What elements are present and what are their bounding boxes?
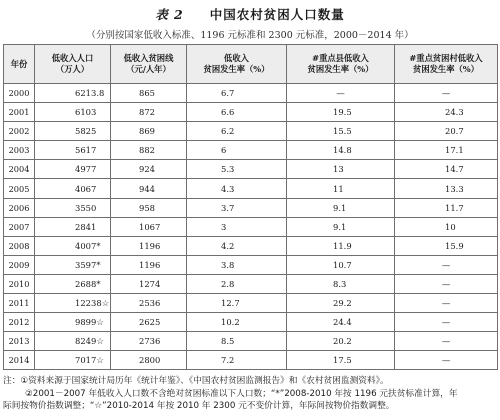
cell-value: 2536 <box>139 298 161 309</box>
cell-value: 20.7 <box>445 126 464 137</box>
table-cell-year: 2005 <box>4 179 35 198</box>
table-row <box>4 294 498 313</box>
note-line: 注：①资料来源于国家统计局历年《统计年鉴》、《中国农村贫困监测报告》和《农村贫困监测资料》。 <box>3 376 389 386</box>
cell-value: 29.2 <box>333 298 352 309</box>
table-cell-key-village-rate <box>395 122 498 141</box>
table-row <box>4 274 498 293</box>
column-header-line: （元/人年） <box>126 64 171 74</box>
cell-value: 6.2 <box>221 126 235 137</box>
table-cell-key-village-rate: — <box>395 313 498 332</box>
table-cell-poverty-line <box>111 217 187 236</box>
column-header-poverty-line <box>111 45 187 84</box>
table-cell-key-county-rate <box>287 122 395 141</box>
cell-value: 924 <box>139 164 155 175</box>
cell-value: 9.1 <box>333 221 347 232</box>
cell-value: 2625 <box>139 317 161 328</box>
table-cell-year: 2008 <box>4 236 35 255</box>
cell-value: 7.2 <box>221 355 235 366</box>
cell-value: 13.3 <box>445 183 464 194</box>
cell-value: 11 <box>333 183 344 194</box>
table-cell-key-county-rate <box>287 294 395 313</box>
cell-value: 5617 <box>75 145 97 156</box>
cell-value: 24.4 <box>333 317 352 328</box>
table-body <box>4 84 498 370</box>
table-cell-poverty-rate <box>187 274 287 293</box>
cell-value: 4067 <box>75 183 97 194</box>
cell-value: 872 <box>139 107 155 118</box>
column-header-line: 贫困发生率（%） <box>413 64 479 74</box>
table-cell-low-income-population <box>35 274 111 293</box>
table-cell-year: 2006 <box>4 198 35 217</box>
cell-value: 882 <box>139 145 155 156</box>
table-cell-year: 2012 <box>4 313 35 332</box>
table-row <box>4 103 498 122</box>
cell-value: 1196 <box>139 240 161 251</box>
table-cell-poverty-line <box>111 332 187 351</box>
table-cell-poverty-line <box>111 160 187 179</box>
table-cell-poverty-rate <box>187 255 287 274</box>
table-cell-key-county-rate <box>287 236 395 255</box>
table-cell-poverty-line <box>111 141 187 160</box>
note-line: 际间按物价指数调整；“☆”2010-2014 年按 2010 年 2300 元不变价计算，年际间按物价指数调整。 <box>3 401 395 411</box>
cell-value: 9.1 <box>333 202 347 213</box>
table-cell-low-income-population <box>35 217 111 236</box>
table-cell-low-income-population <box>35 198 111 217</box>
table-header-row <box>4 45 498 84</box>
table-cell-poverty-line <box>111 274 187 293</box>
cell-value: 8.5 <box>221 336 235 347</box>
table-row <box>4 332 498 351</box>
cell-value: 6103 <box>75 107 97 118</box>
table-row <box>4 84 498 103</box>
table-number: 表 2 <box>155 7 184 22</box>
table-cell-key-village-rate <box>395 141 498 160</box>
table-cell-poverty-rate <box>187 236 287 255</box>
cell-value: 15.5 <box>333 126 352 137</box>
cell-value: 15.9 <box>445 240 464 251</box>
table-row <box>4 122 498 141</box>
table-cell-year: 2007 <box>4 217 35 236</box>
table-cell-year: 2000 <box>4 84 35 103</box>
poverty-table-container <box>3 44 497 370</box>
table-cell-year: 2014 <box>4 351 35 370</box>
table-cell-low-income-population <box>35 160 111 179</box>
cell-value: 3 <box>221 221 227 232</box>
table-title-text: 中国农村贫困人口数量 <box>209 7 345 22</box>
table-cell-poverty-rate <box>187 294 287 313</box>
cell-value: 5825 <box>75 126 97 137</box>
column-header-line: #重点贫困村低收入 <box>409 53 483 63</box>
table-notes <box>3 375 497 413</box>
table-cell-poverty-rate <box>187 84 287 103</box>
column-header-line: 低收入贫困线 <box>123 53 174 63</box>
poverty-table <box>3 44 498 370</box>
table-cell-low-income-population <box>35 141 111 160</box>
cell-value: 19.5 <box>333 107 352 118</box>
note-line: ②2001－2007 年低收入人口数不含绝对贫困标准以下人口数；“*”2008-2010 年按 1196 元扶贫标准计算，年 <box>25 388 458 399</box>
table-cell-poverty-rate <box>187 160 287 179</box>
table-cell-poverty-rate <box>187 198 287 217</box>
cell-value: 958 <box>139 202 155 213</box>
table-row <box>4 313 498 332</box>
cell-value: 1274 <box>139 278 161 289</box>
cell-value: 4.2 <box>221 240 235 251</box>
table-row <box>4 160 498 179</box>
table-cell-key-village-rate <box>395 160 498 179</box>
cell-value: 4977 <box>75 164 97 175</box>
table-cell-key-county-rate <box>287 198 395 217</box>
cell-value: 3.7 <box>221 202 235 213</box>
cell-value: 3550 <box>75 202 97 213</box>
cell-value: 10.2 <box>221 317 240 328</box>
table-cell-poverty-rate <box>187 351 287 370</box>
table-cell-year: 2011 <box>4 294 35 313</box>
cell-value: 14.7 <box>445 164 464 175</box>
table-cell-year: 2009 <box>4 255 35 274</box>
cell-value: 6213.8 <box>75 88 105 99</box>
table-cell-poverty-rate <box>187 332 287 351</box>
table-cell-key-county-rate <box>287 141 395 160</box>
cell-value: 6 <box>221 145 227 156</box>
column-header-line: （万人） <box>55 64 90 74</box>
table-cell-key-village-rate <box>395 217 498 236</box>
table-row <box>4 217 498 236</box>
table-cell-key-village-rate: — <box>395 351 498 370</box>
table-cell-poverty-line <box>111 351 187 370</box>
table-cell-year: 2002 <box>4 122 35 141</box>
table-cell-low-income-population <box>35 255 111 274</box>
table-cell-low-income-population <box>35 103 111 122</box>
cell-value: 4007* <box>75 240 101 251</box>
table-cell-poverty-line <box>111 103 187 122</box>
table-cell-key-village-rate: — <box>395 255 498 274</box>
table-cell-low-income-population <box>35 313 111 332</box>
table-cell-key-village-rate: — <box>395 274 498 293</box>
table-cell-poverty-line <box>111 294 187 313</box>
table-cell-poverty-rate <box>187 179 287 198</box>
table-cell-key-county-rate <box>287 103 395 122</box>
table-row <box>4 141 498 160</box>
table-cell-poverty-line <box>111 179 187 198</box>
table-cell-year: 2010 <box>4 274 35 293</box>
table-cell-year: 2003 <box>4 141 35 160</box>
table-title <box>0 5 500 23</box>
cell-value: 1196 <box>139 259 161 270</box>
table-cell-poverty-rate <box>187 141 287 160</box>
cell-value: 8249☆ <box>75 336 104 347</box>
table-row <box>4 236 498 255</box>
table-cell-year: 2013 <box>4 332 35 351</box>
cell-value: 20.2 <box>333 336 352 347</box>
table-cell-key-village-rate: — <box>395 332 498 351</box>
table-cell-poverty-line <box>111 122 187 141</box>
cell-value: 10.7 <box>333 259 352 270</box>
table-cell-year: 2001 <box>4 103 35 122</box>
column-header-line: 贫困发生率（%） <box>307 64 374 74</box>
table-cell-key-county-rate <box>287 160 395 179</box>
cell-value: 1067 <box>139 221 161 232</box>
cell-value: 17.1 <box>445 145 464 156</box>
table-cell-low-income-population <box>35 294 111 313</box>
table-cell-poverty-line <box>111 236 187 255</box>
table-cell-poverty-rate <box>187 217 287 236</box>
table-cell-low-income-population <box>35 236 111 255</box>
table-cell-key-village-rate <box>395 198 498 217</box>
column-header-low-income-population <box>35 45 111 84</box>
cell-value: 944 <box>139 183 155 194</box>
column-header-line: 贫困发生率（%） <box>203 64 270 74</box>
cell-value: 869 <box>139 126 155 137</box>
table-cell-low-income-population <box>35 351 111 370</box>
table-cell-poverty-rate <box>187 103 287 122</box>
table-cell-key-county-rate <box>287 217 395 236</box>
cell-value: 5.3 <box>221 164 235 175</box>
cell-value: 12238☆ <box>75 298 110 309</box>
table-cell-low-income-population <box>35 122 111 141</box>
cell-value: 12.7 <box>221 298 240 309</box>
cell-value: 4.3 <box>221 183 235 194</box>
table-cell-key-county-rate <box>287 332 395 351</box>
cell-value: 6.6 <box>221 107 235 118</box>
table-cell-poverty-line <box>111 84 187 103</box>
table-row <box>4 198 498 217</box>
table-cell-key-village-rate <box>395 236 498 255</box>
column-header-line: 年份 <box>10 58 28 69</box>
cell-value: 17.5 <box>333 355 352 366</box>
table-cell-year: 2004 <box>4 160 35 179</box>
table-cell-low-income-population <box>35 179 111 198</box>
table-cell-poverty-rate <box>187 122 287 141</box>
column-header-line: 低收入 <box>224 53 249 63</box>
cell-value: 10 <box>445 221 456 232</box>
cell-value: 2841 <box>75 221 97 232</box>
column-header-key-village-rate <box>395 45 498 84</box>
cell-value: 9899☆ <box>75 317 104 328</box>
cell-value: 2.8 <box>221 278 235 289</box>
cell-value: 7017☆ <box>75 355 104 366</box>
table-row <box>4 255 498 274</box>
column-header-key-county-rate <box>287 45 395 84</box>
cell-value: 6.7 <box>221 88 235 99</box>
table-cell-key-village-rate: — <box>395 294 498 313</box>
table-subtitle: （分别按国家低收入标准、1196 元标准和 2300 元标准，2000－2014 年） <box>86 30 414 41</box>
cell-value: 2800 <box>139 355 161 366</box>
column-header-year <box>4 45 35 84</box>
table-cell-poverty-rate <box>187 313 287 332</box>
table-cell-key-village-rate <box>395 179 498 198</box>
cell-value: 8.3 <box>333 278 347 289</box>
cell-value: 11.7 <box>445 202 464 213</box>
table-cell-key-county-rate <box>287 255 395 274</box>
table-header <box>4 45 498 84</box>
table-cell-key-county-rate <box>287 179 395 198</box>
cell-value: 2688* <box>75 278 101 289</box>
table-cell-key-county-rate <box>287 274 395 293</box>
cell-value: 3597* <box>75 259 101 270</box>
cell-value: 865 <box>139 88 155 99</box>
table-cell-key-county-rate: — <box>287 84 395 103</box>
column-header-line: #重点县低收入 <box>312 53 369 63</box>
column-header-line: 低收入人口 <box>51 53 94 63</box>
cell-value: 11.9 <box>333 240 352 251</box>
table-cell-low-income-population <box>35 332 111 351</box>
table-cell-key-county-rate <box>287 351 395 370</box>
table-row <box>4 351 498 370</box>
table-cell-poverty-line <box>111 198 187 217</box>
table-row <box>4 179 498 198</box>
table-cell-low-income-population <box>35 84 111 103</box>
column-header-poverty-rate <box>187 45 287 84</box>
cell-value: 14.8 <box>333 145 352 156</box>
table-cell-poverty-line <box>111 255 187 274</box>
cell-value: 2736 <box>139 336 161 347</box>
cell-value: 3.8 <box>221 259 235 270</box>
cell-value: 13 <box>333 164 344 175</box>
cell-value: 24.3 <box>445 107 464 118</box>
table-cell-key-village-rate <box>395 103 498 122</box>
table-cell-poverty-line <box>111 313 187 332</box>
table-cell-key-village-rate: — <box>395 84 498 103</box>
table-cell-key-county-rate <box>287 313 395 332</box>
